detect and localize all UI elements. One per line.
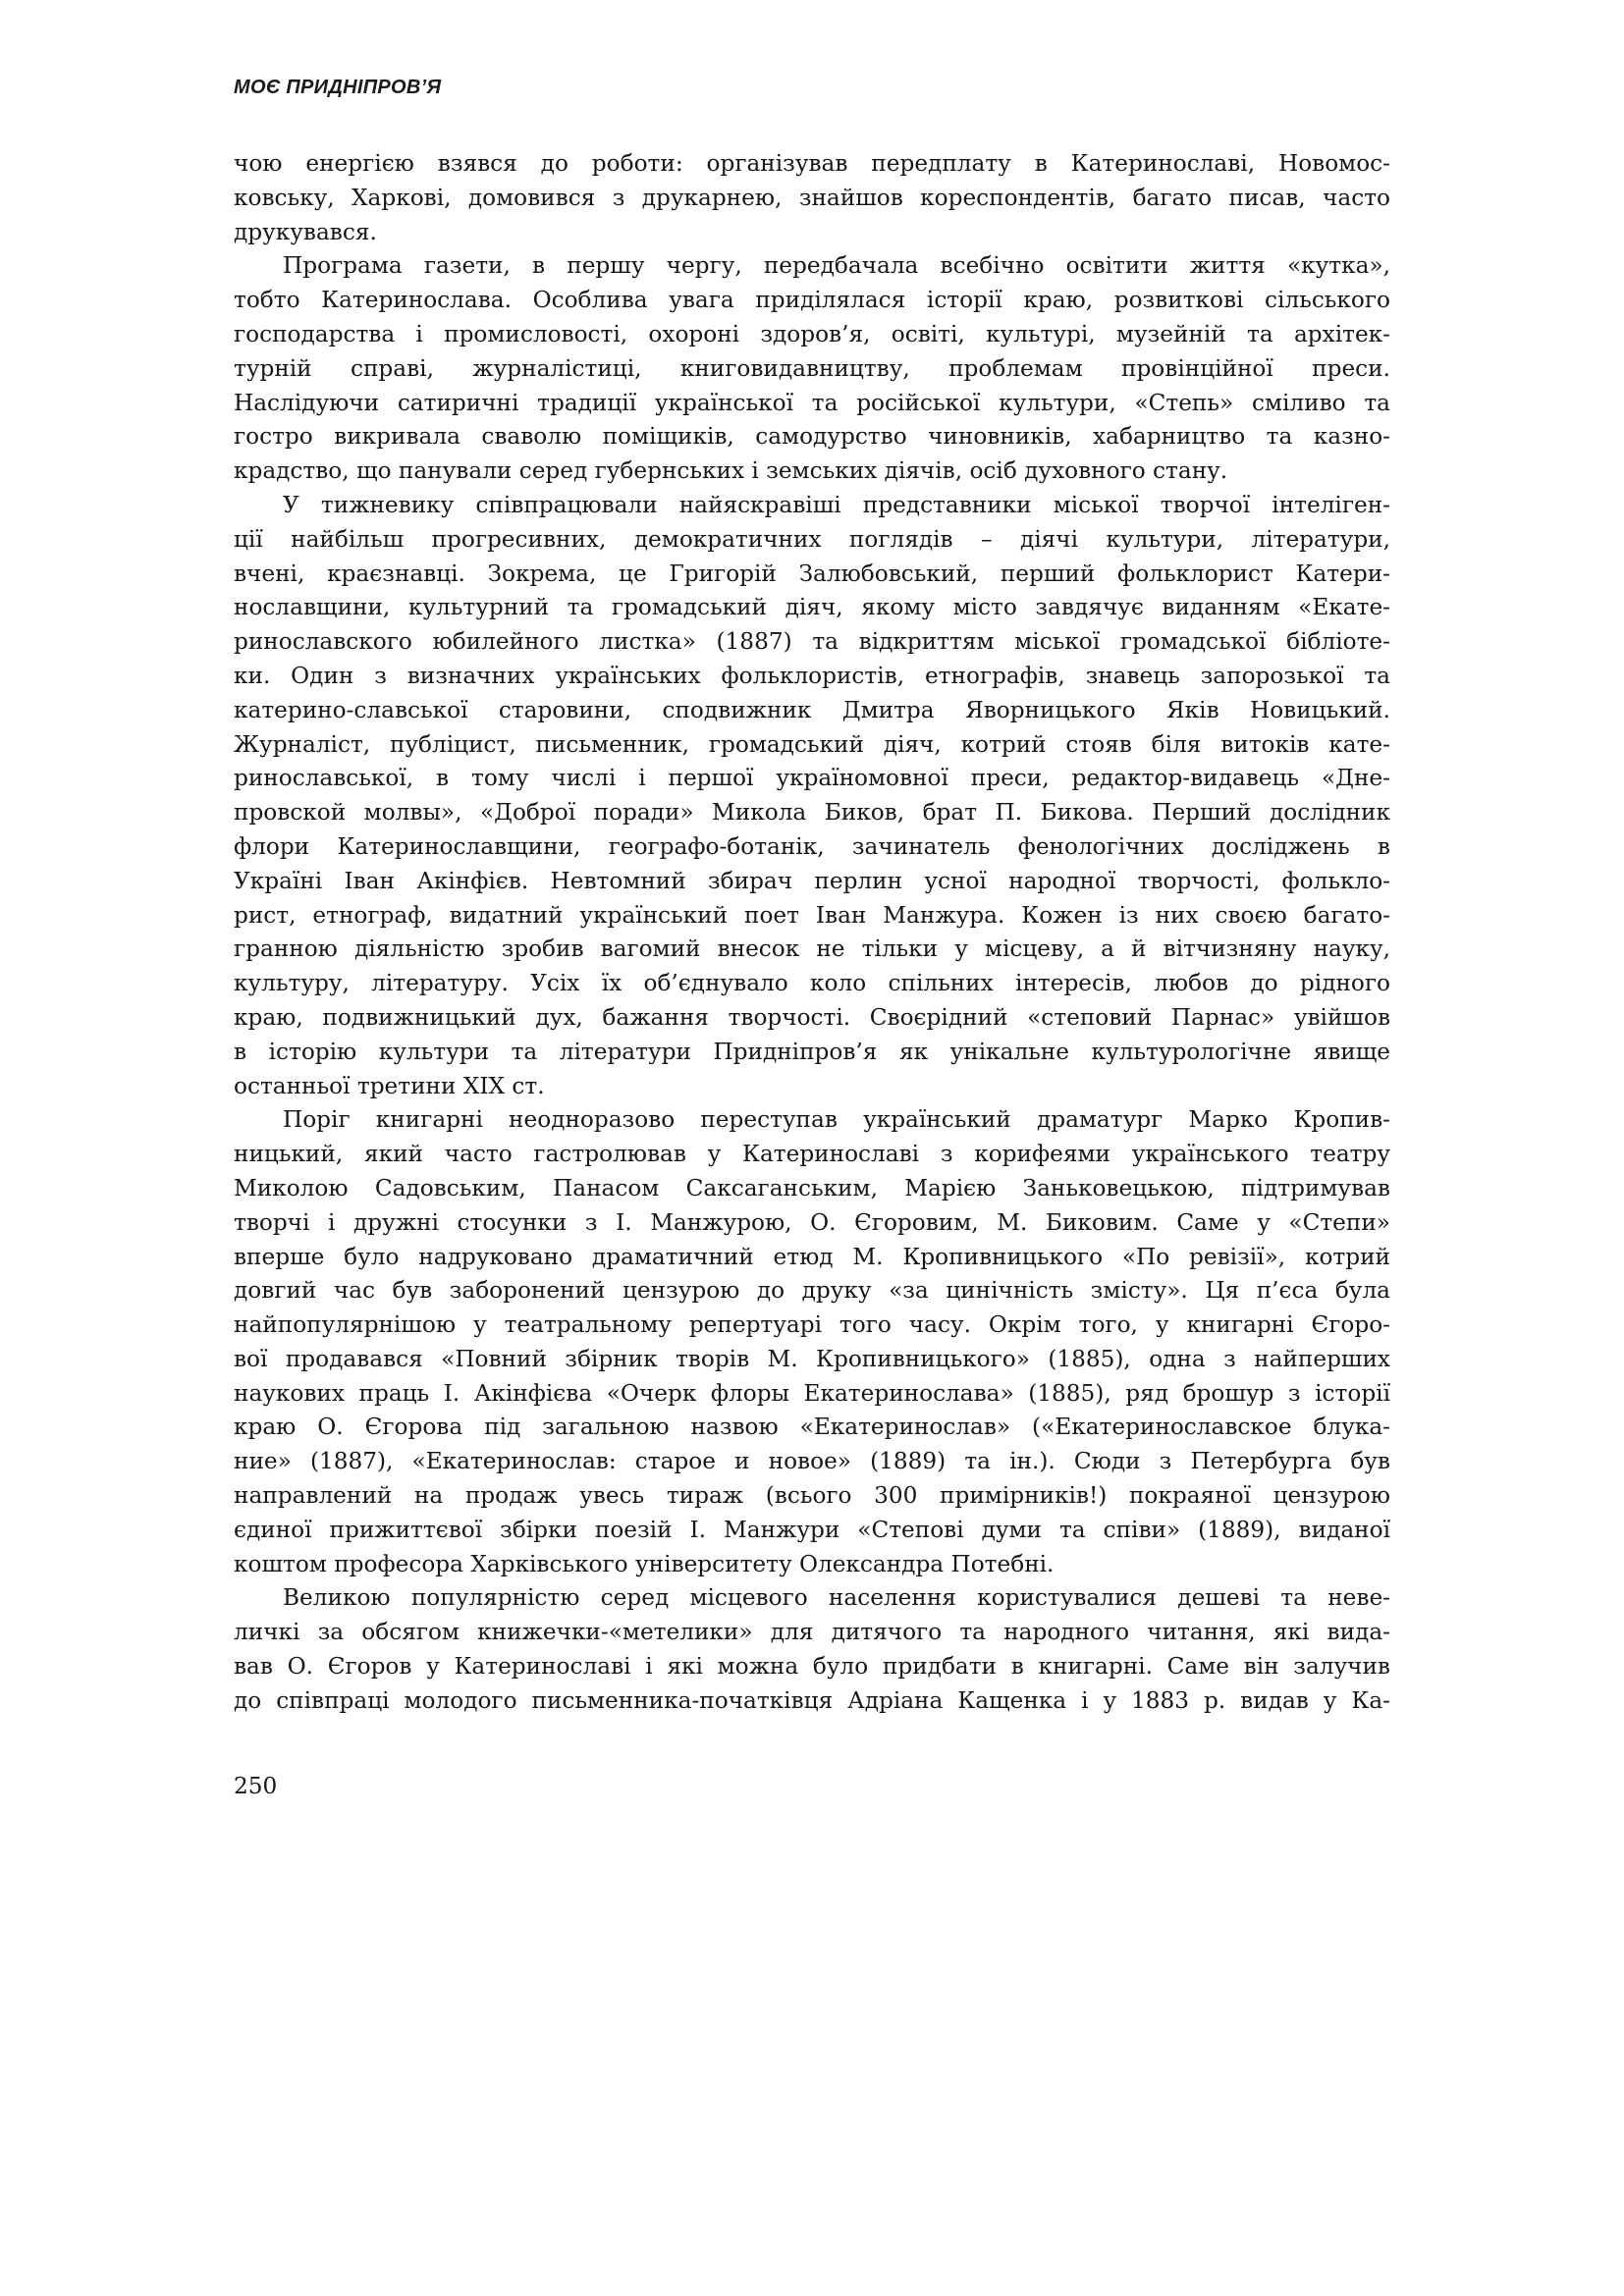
text-line: нославщини, культурний та громадський діяч, якому місто завдячує виданням «Екате- <box>234 594 1390 621</box>
text-line: личкі за обсягом книжечки-«метелики» для дитячого та народного читання, які вида- <box>234 1619 1390 1646</box>
text-line: ринославської, в тому числі і першої україномовної преси, редактор-видавець «Дне- <box>234 765 1390 792</box>
text-line: ницький, який часто гастролював у Катеринославі з корифеями українського театру <box>234 1141 1390 1168</box>
text-line: єдиної прижиттєвої збірки поезій І. Манжури «Степові думи та співи» (1889), виданої <box>234 1516 1390 1543</box>
paragraph-5 <box>234 1581 1390 1718</box>
text-line: Миколою Садовським, Панасом Саксаганським, Марією Заньковецькою, підтримував <box>234 1174 1390 1201</box>
text-line: вчені, краєзнавці. Зокрема, це Григорій Залюбовський, перший фольклорист Катери- <box>234 560 1390 587</box>
text-line: творчі і дружні стосунки з І. Манжурою, О. Єгоровим, М. Биковим. Саме у «Степи» <box>234 1208 1390 1236</box>
text-line: провской молвы», «Доброї поради» Микола Биков, брат П. Бикова. Перший дослідник <box>234 799 1390 827</box>
text-line: Україні Іван Акінфієв. Невтомний збирач перлин усної народної творчості, фольклo- <box>234 867 1390 894</box>
text-line: Журналіст, публіцист, письменник, громадський діяч, котрий стояв біля витоків кате- <box>234 730 1390 758</box>
text-line: гранною діяльністю зробив вагомий внесок не тільки у місцеву, а й вітчизняну науку, <box>234 935 1390 963</box>
text-line: крадство, що панували серед губернських і земських діячів, осіб духовного стану. <box>234 457 1228 485</box>
page-number: 250 <box>234 1773 278 1799</box>
text-line: коштом професора Харківського університету Олександра Потебні. <box>234 1550 1055 1577</box>
text-line: тобто Катеринослава. Особлива увага приділялася історії краю, розвиткові сільського <box>234 287 1390 314</box>
text-line: вої продавався «Повний збірник творів М. Кропивницького» (1885), одна з найперших <box>234 1345 1390 1372</box>
text-line: У тижневику співпрацювали найяскравіші представники міської творчої інтеліген- <box>283 491 1390 518</box>
paragraph-4 <box>234 1103 1390 1581</box>
text-line: культуру, літературу. Усіх їх об’єднувало коло спільних інтересів, любов до рідного <box>234 970 1390 997</box>
text-line: ринославского юбилейного листка» (1887) та відкриттям міської громадської бібліоте- <box>234 628 1390 656</box>
text-line: флори Катеринославщини, географо-ботанік, зачинатель фенологічних досліджень в <box>234 832 1390 860</box>
text-line: ние» (1887), «Екатеринослав: старое и новое» (1889) та ін.). Сюди з Петербурга був <box>234 1448 1390 1475</box>
text-line: найпопулярнішою у театральному репертуарі того часу. Окрім того, у книгарні Єгоро- <box>234 1311 1390 1339</box>
text-line: Програма газети, в першу чергу, передбачала всебічно освітити життя «кутка», <box>283 252 1390 280</box>
text-line: катерино-славської старовини, сподвижник Дмитра Яворницького Яків Новицький. <box>234 696 1390 723</box>
text-line: до співпраці молодого письменника-початківця Адріана Кащенка і у 1883 р. видав у Ка- <box>234 1686 1390 1714</box>
text-line: чою енергією взявся до роботи: організував передплату в Катеринославі, Новомос- <box>234 150 1390 177</box>
text-line: вперше було надруковано драматичний етюд М. Кропивницького «По ревізії», котрий <box>234 1243 1390 1270</box>
paragraph-1 <box>234 147 1390 249</box>
text-line: рист, етнограф, видатний український поет Іван Манжура. Кожен із них своєю багато- <box>234 901 1390 929</box>
text-line: ковську, Харкові, домовився з друкарнею, знайшов кореспондентів, багато писав, часто <box>234 184 1390 211</box>
text-line: Поріг книгарні неодноразово переступав український драматург Марко Кропив- <box>283 1106 1390 1134</box>
text-line: останньої третини ХІХ ст. <box>234 1072 545 1099</box>
text-line: направлений на продаж увесь тираж (всього 300 примірників!) покраяної цензурою <box>234 1482 1390 1510</box>
text-line: турній справі, журналістиці, книговидавництву, проблемам провінційної преси. <box>234 354 1390 382</box>
text-line: наукових праць І. Акінфієва «Очерк флоры Екатеринослава» (1885), ряд брошур з історії <box>234 1379 1390 1407</box>
paragraph-2 <box>234 249 1390 489</box>
paragraph-3 <box>234 489 1390 1103</box>
text-line: ки. Один з визначних українських фольклористів, етнографів, знавець запорозької та <box>234 662 1390 689</box>
text-line: Великою популярністю серед місцевого населення користувалися дешеві та неве- <box>283 1584 1390 1612</box>
article-body <box>234 147 1390 1719</box>
text-line: ції найбільш прогресивних, демократичних поглядів – діячі культури, літератури, <box>234 525 1390 553</box>
running-header: МОЄ ПРИДНІПРОВ’Я <box>234 77 442 98</box>
text-line: господарства і промисловості, охороні здоров’я, освіті, культурі, музейній та архітек- <box>234 320 1390 347</box>
text-line: в історію культури та літератури Придніпров’я як унікальне культурологічне явище <box>234 1038 1390 1065</box>
text-line: гостро викривала сваволю поміщиків, самодурство чиновників, хабарництво та казно- <box>234 423 1390 451</box>
text-line: довгий час був заборонений цензурою до друку «за цинічність змісту». Ця п’єса була <box>234 1277 1390 1305</box>
text-line: краю, подвижницький дух, бажання творчості. Своєрідний «степовий Парнас» увійшов <box>234 1003 1390 1031</box>
text-line: краю О. Єгорова під загальною назвою «Екатеринослав» («Екатеринославское блука- <box>234 1414 1390 1441</box>
text-line: Наслідуючи сатиричні традиції української та російської культури, «Степь» сміливо та <box>234 389 1390 416</box>
text-line: друкувався. <box>234 218 377 245</box>
text-line: вав О. Єгоров у Катеринославі і які можна було придбати в книгарні. Саме він залучив <box>234 1653 1390 1681</box>
